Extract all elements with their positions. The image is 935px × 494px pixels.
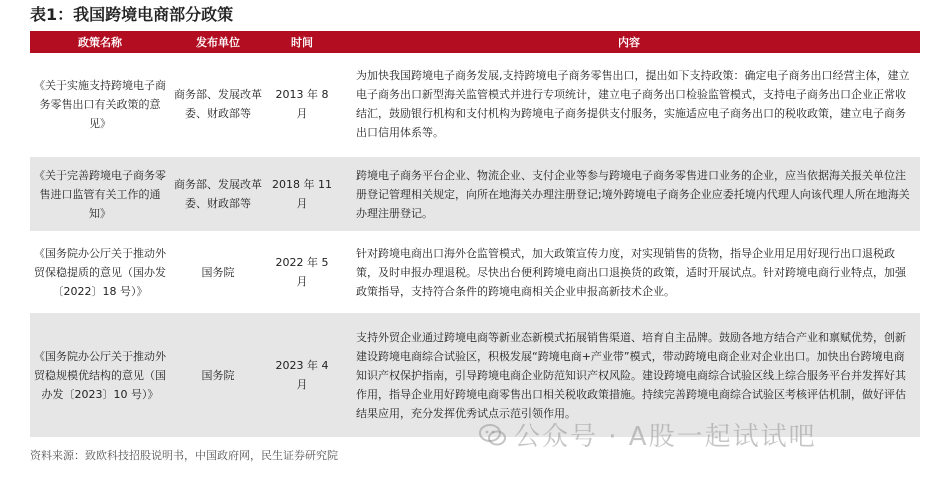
watermark-text: 公众号 · A股一起试试吧 [514,422,817,452]
table-row [30,53,920,156]
content-cell: 针对跨境电商出口海外仓监管模式，加大政策宣传力度，对实现销售的货物，指导企业用足用好现行出口退税政策，及时申报办理退税。尽快出台便利跨境电商出口退换货的政策，适时开展试点。针对跨境电商行业特点，加强政策指导，支持符合条件的跨境电商相关企业申报高新技术企业。 [338,232,920,312]
table-row [30,232,920,312]
time-cell: 2018 年 11 月 [266,156,338,232]
policy-name-cell: 《国务院办公厅关于推动外贸稳规模优结构的意见（国办发〔2023〕10 号）》 [30,312,170,438]
source-note: 资料来源：致欧科技招股说明书，中国政府网，民生证券研究院 [30,449,338,462]
table-row [30,156,920,232]
header-policy-name: 政策名称 [30,31,170,53]
header-issuer: 发布单位 [170,31,266,53]
time-cell: 2013 年 8 月 [266,53,338,156]
policy-name-cell: 《国务院办公厅关于推动外贸保稳提质的意见（国办发〔2022〕18 号）》 [30,232,170,312]
time-cell: 2023 年 4 月 [266,312,338,438]
content-cell: 支持外贸企业通过跨境电商等新业态新模式拓展销售渠道、培育自主品牌。鼓励各地方结合产业和禀赋优势，创新建设跨境电商综合试验区，积极发展“跨境电商+产业带”模式，带动跨境电商企业对企业出口。加快出台跨境电商知识产权保护指南，引导跨境电商企业防范知识产权风险。建设跨境电商综合试验区线上综合服务平台并发挥好其作用，指导企业用好跨境电商零售出口相关税收政策措施。持续完善跨境电商综合试验区考核评估机制，做好评估结果应用，充分发挥优秀试点示范引领作用。 [338,312,920,438]
time-cell: 2022 年 5 月 [266,232,338,312]
table-title: 表1：我国跨境电商部分政策 [30,5,234,24]
issuer-cell: 国务院 [170,232,266,312]
issuer-cell: 商务部、发展改革委、财政部等 [170,53,266,156]
policy-name-cell: 《关于完善跨境电子商务零售进口监管有关工作的通知》 [30,156,170,232]
header-time: 时间 [266,31,338,53]
table-header-row [30,31,920,53]
issuer-cell: 商务部、发展改革委、财政部等 [170,156,266,232]
header-content: 内容 [338,31,920,53]
content-cell: 跨境电子商务平台企业、物流企业、支付企业等参与跨境电子商务零售进口业务的企业，应当依据海关报关单位注册登记管理相关规定，向所在地海关办理注册登记;境外跨境电子商务企业应委托境内代理人向该代理人所在地海关办理注册登记。 [338,156,920,232]
issuer-cell: 国务院 [170,312,266,438]
content-cell: 为加快我国跨境电子商务发展,支持跨境电子商务零售出口，提出如下支持政策：确定电子商务出口经营主体，建立电子商务出口新型海关监管模式并进行专项统计，建立电子商务出口检验监管模式，支持电子商务出口企业正常收结汇，鼓励银行机构和支付机构为跨境电子商务提供支付服务，实施适应电子商务出口的税收政策，建立电子商务出口信用体系等。 [338,53,920,156]
policy-name-cell: 《关于实施支持跨境电子商务零售出口有关政策的意见》 [30,53,170,156]
policy-table [30,31,920,439]
table-row [30,312,920,438]
